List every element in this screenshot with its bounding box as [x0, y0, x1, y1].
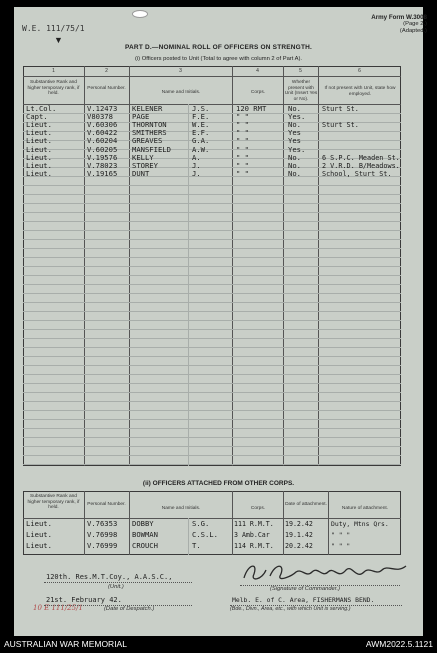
s2-header-rank: Substantive Rank and higher temporary rank, if held.: [27, 494, 80, 511]
rule-line: [23, 392, 401, 393]
cell-corps: " ": [236, 120, 249, 130]
cell-present: No.: [288, 104, 301, 113]
cell-corps: 3 Amb.Car: [234, 531, 270, 539]
cell-employed: Sturt St.: [322, 105, 359, 113]
cell-employed: 6 S.P.C. Meaden St.: [322, 153, 400, 162]
cell-nature: " " ": [331, 542, 351, 550]
rule-line: [23, 338, 401, 339]
cell-rank: Lieut.: [26, 541, 52, 550]
cell-present: No.: [288, 152, 301, 162]
cell-initials: J.: [192, 160, 201, 170]
rule-line: [23, 230, 401, 231]
rule-line: [23, 266, 401, 267]
cell-rank: Lieut.: [26, 152, 52, 162]
cell-present: No.: [288, 168, 301, 178]
rule-line: [23, 329, 401, 330]
date-caption: (Date of Despatch.): [104, 606, 155, 612]
rule-line: [23, 374, 401, 375]
rule-line: [23, 401, 401, 402]
cell-initials: C.S.L.: [192, 530, 218, 539]
cell-date: 19.1.42: [285, 531, 313, 539]
cell-number: V.60204: [87, 136, 118, 146]
rule-line: [23, 212, 401, 213]
s2-header-name: Name and Initials.: [161, 506, 201, 511]
cell-name: PAGE: [132, 112, 150, 122]
cell-rank: Lieut.: [26, 168, 52, 178]
col-number-1: 1: [52, 68, 55, 74]
col-number-4: 4: [256, 68, 259, 74]
cell-rank: Lieut.: [26, 160, 52, 170]
area-name: Melb. E. of C. Area, FISHERMANS BEND.: [232, 596, 375, 604]
rule-line: [23, 437, 401, 438]
cell-corps: " ": [236, 112, 249, 122]
rule-line: [23, 419, 401, 420]
cell-rank: Lieut.: [26, 530, 52, 539]
cell-number: V.60306: [87, 120, 118, 130]
signature-caption: (Signature of Commander.): [270, 586, 341, 592]
cell-present: No.: [288, 160, 301, 170]
rule-line: [23, 203, 401, 204]
rule-line: [23, 221, 401, 222]
cell-initials: F.E.: [192, 112, 210, 122]
rule-line: [23, 365, 401, 366]
cell-initials: J.: [192, 168, 201, 178]
cell-initials: E.F.: [192, 128, 210, 138]
header-rank: Substantive Rank and higher temporary rank, if held.: [27, 80, 80, 97]
header-employed: If not present with Unit, state how employed.: [324, 86, 396, 97]
cell-name: CROUCH: [132, 541, 158, 550]
rule-line: [23, 428, 401, 429]
s2-header-corps: Corps.: [250, 506, 266, 511]
col-number-3: 3: [179, 68, 182, 74]
page-number: (Page 2.): [403, 21, 427, 27]
header-personal-number: Personal Number.: [87, 86, 126, 91]
cell-name: BOWMAN: [132, 530, 158, 539]
rule-line: [23, 446, 401, 447]
rule-line: [23, 455, 401, 456]
rule-line: [23, 275, 401, 276]
pen-mark: ▼: [54, 35, 63, 45]
rule-line: [23, 131, 401, 132]
commander-signature: [236, 558, 416, 588]
cell-number: V.76353: [87, 519, 118, 528]
cell-present: Yes: [288, 128, 301, 138]
cell-corps: " ": [236, 136, 249, 146]
rule-line: [23, 257, 401, 258]
rule-line: [23, 320, 401, 321]
cell-present: Yes.: [288, 144, 306, 154]
cell-nature: Duty, Mtns Qrs.: [331, 520, 389, 528]
cell-employed: Sturt St.: [322, 121, 359, 130]
unit-caption: (Unit.): [108, 584, 124, 590]
rule-line: [23, 140, 401, 141]
rule-line: [23, 410, 401, 411]
cell-date: 19.2.42: [285, 520, 313, 528]
col-number-2: 2: [105, 68, 108, 74]
cell-corps: " ": [236, 160, 249, 170]
rule-line: [23, 284, 401, 285]
cell-corps: 120 RMT: [236, 104, 267, 113]
cell-corps: 114 R.M.T.: [234, 542, 274, 550]
rule-line: [23, 293, 401, 294]
cell-employed: 2 V.R.D. B/Meadows.: [322, 161, 400, 170]
s2-header-personal-number: Personal Number.: [87, 502, 126, 507]
adapted-note: (Adapted.): [399, 28, 427, 34]
rule-line: [23, 194, 401, 195]
cell-corps: " ": [236, 152, 249, 162]
cell-name: STOREY: [132, 160, 158, 170]
rule-line: [23, 464, 401, 465]
cell-name: THORNTON: [132, 120, 167, 130]
cell-corps: " ": [236, 168, 249, 178]
header-present: Whether present with Unit (Insert Yes or No).: [284, 80, 318, 102]
cell-number: V80378: [87, 112, 113, 122]
cell-nature: " " ": [331, 531, 351, 539]
cell-corps: 111 R.M.T.: [234, 520, 274, 528]
cell-name: GREAVES: [132, 136, 163, 146]
cell-corps: " ": [236, 128, 249, 138]
cell-corps: " ": [236, 144, 249, 154]
s2-header-date: Date of attachment.: [285, 502, 327, 507]
part-title: PART D.—NOMINAL ROLL OF OFFICERS ON STRENGTH.: [124, 44, 313, 51]
cell-employed: School, Sturt St.: [322, 169, 392, 178]
rule-line: [23, 185, 401, 186]
area-caption: (Bde., Divn., Area, etc., with which Unit is serving.): [230, 606, 351, 612]
rule-line: [23, 239, 401, 240]
s2-header-nature: Nature of attachment.: [341, 506, 389, 511]
cell-rank: Capt.: [26, 112, 48, 122]
cell-present: Yes.: [288, 112, 306, 122]
watermark-right: AWM2022.5.1121: [365, 639, 433, 649]
punch-hole: [132, 10, 148, 18]
cell-number: V.76999: [87, 541, 118, 550]
unit-name: 120th. Res.M.T.Coy., A.A.S.C.,: [46, 573, 173, 581]
rule-line: [23, 347, 401, 348]
cell-rank: Lieut.: [26, 136, 52, 146]
cell-number: V.19165: [87, 168, 118, 178]
cell-rank: Lt.Col.: [26, 104, 57, 113]
rule-line: [23, 113, 401, 114]
army-form-label: [371, 14, 427, 35]
cell-initials: J.S.: [192, 104, 210, 113]
cell-initials: S.G.: [192, 519, 210, 528]
section-subtitle: (i) Officers posted to Unit (Total to agree with column 2 of Part A).: [134, 56, 303, 62]
rule-line: [23, 383, 401, 384]
cell-present: No.: [288, 120, 301, 130]
cell-number: V.76998: [87, 530, 118, 539]
cell-rank: Lieut.: [26, 144, 52, 154]
header-corps: Corps.: [250, 90, 266, 95]
cell-name: DUNT: [132, 168, 150, 178]
cell-initials: G.A.: [192, 136, 210, 146]
cell-number: V.78023: [87, 160, 118, 170]
cell-name: SMITHERS: [132, 128, 167, 138]
cell-number: V.60422: [87, 128, 118, 138]
rule-line: [23, 248, 401, 249]
army-form-number: Army Form W.3008: [371, 14, 427, 21]
cell-name: KELLY: [132, 152, 154, 162]
cell-name: KELENER: [132, 104, 163, 113]
cell-number: V.19576: [87, 152, 118, 162]
cell-name: MANSFIELD: [132, 144, 171, 154]
cell-present: Yes: [288, 136, 301, 146]
watermark-bar: [0, 636, 437, 653]
section2-title: (ii) OFFICERS ATTACHED FROM OTHER CORPS.: [142, 480, 295, 487]
reference-number: W.E. 111/75/1: [22, 24, 85, 33]
rule-line: [23, 302, 401, 303]
header-name: Name and Initials.: [161, 90, 201, 95]
cell-number: V.12473: [87, 104, 118, 113]
cell-number: V.60205: [87, 144, 118, 154]
cell-name: DOBBY: [132, 519, 154, 528]
rule-line: [23, 356, 401, 357]
cell-initials: A.: [192, 152, 201, 162]
col-number-6: 6: [358, 68, 361, 74]
despatch-date: 21st. February 42.: [46, 596, 122, 604]
handwritten-reference: 10 E 111/25/1: [33, 604, 83, 612]
cell-rank: Lieut.: [26, 519, 52, 528]
cell-rank: Lieut.: [26, 120, 52, 130]
col-number-5: 5: [299, 68, 302, 74]
cell-initials: W.E.: [192, 120, 210, 130]
watermark-left: AUSTRALIAN WAR MEMORIAL: [4, 639, 127, 649]
rule-line: [23, 149, 401, 150]
cell-initials: A.W.: [192, 144, 210, 154]
cell-initials: T.: [192, 541, 201, 550]
cell-date: 20.2.42: [285, 542, 313, 550]
cell-rank: Lieut.: [26, 128, 52, 138]
rule-line: [23, 311, 401, 312]
